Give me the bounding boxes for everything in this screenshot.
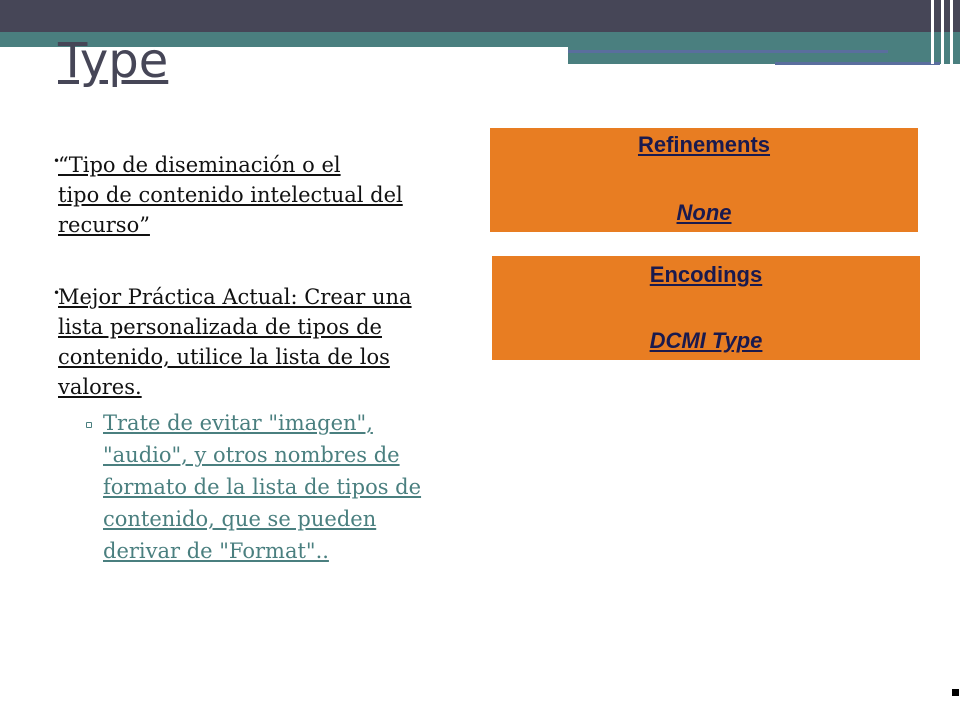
sub-bullet-paragraph <box>103 407 463 567</box>
sub-bullet-line: Trate de evitar "imagen", <box>103 411 373 435</box>
sub-bullet-line: "audio", y otros nombres de <box>103 443 400 467</box>
practice-line: lista personalizada de tipos de <box>58 315 382 339</box>
header-vertical-stripe <box>941 0 944 64</box>
definition-line: tipo de contenido intelectual del <box>58 183 403 207</box>
practice-line: Mejor Práctica Actual: Crear una <box>58 285 412 309</box>
header-band-dark <box>0 0 960 32</box>
practice-paragraph <box>53 282 458 402</box>
practice-line: contenido, utilice la lista de los <box>58 345 390 369</box>
sub-bullet-line: formato de la lista de tipos de <box>103 475 422 499</box>
sub-bullet-icon <box>86 422 92 428</box>
header-vertical-stripe <box>950 0 953 64</box>
encodings-value: DCMI Type <box>649 328 763 353</box>
header-vertical-stripe <box>931 0 934 64</box>
header-accent-line <box>568 50 888 53</box>
header-accent-line-lower <box>775 62 940 65</box>
refinements-value: None <box>676 200 732 225</box>
definition-line: “Tipo de diseminación o el <box>58 153 341 177</box>
sub-bullet-line: derivar de "Format".. <box>103 539 329 563</box>
slide-body <box>53 150 458 402</box>
slide-title: Type <box>58 33 169 89</box>
refinements-box <box>490 128 918 232</box>
encodings-label: Encodings <box>649 262 763 287</box>
bullet-icon: • <box>53 286 61 300</box>
practice-line: valores. <box>58 375 142 399</box>
encodings-box <box>492 256 920 360</box>
definition-line: recurso” <box>58 213 150 237</box>
corner-marker <box>952 689 959 696</box>
sub-bullet-line: contenido, que se pueden <box>103 507 377 531</box>
refinements-label: Refinements <box>637 132 771 157</box>
definition-paragraph <box>53 150 458 240</box>
bullet-icon: • <box>53 154 61 168</box>
